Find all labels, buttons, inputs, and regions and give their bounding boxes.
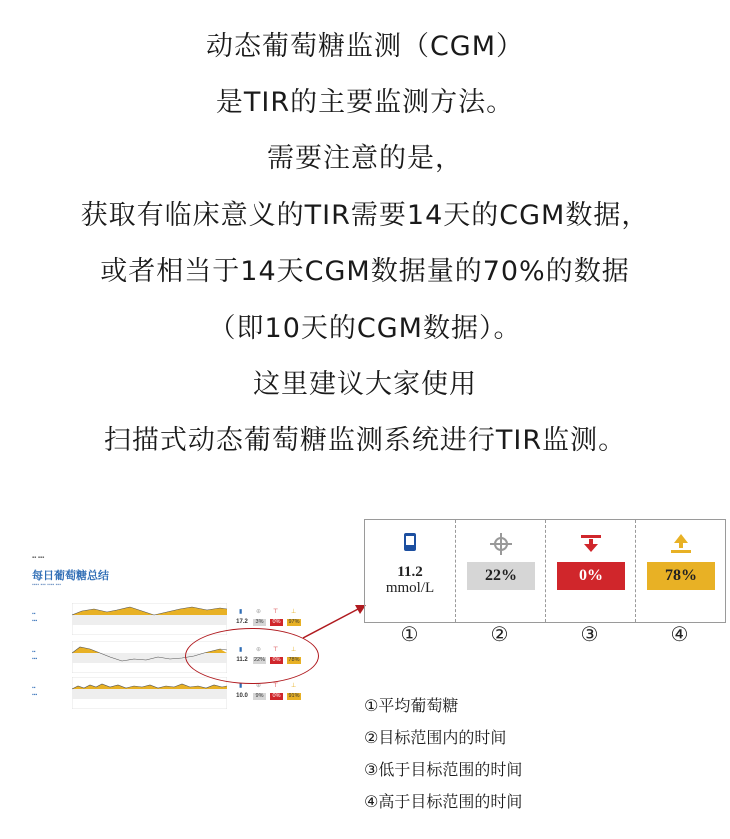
- avg-cell: [365, 520, 455, 622]
- target-icon: ⊕: [256, 609, 262, 615]
- row-label-blurred: ▪▪ ▪▪▪: [32, 611, 38, 624]
- number-3: ③: [580, 622, 599, 646]
- text-line: 是TIR的主要监测方法。: [215, 87, 515, 118]
- legend-item: ②目标范围内的时间: [364, 728, 507, 747]
- row-in-range: 9%: [253, 693, 266, 700]
- target-icon: [489, 532, 513, 556]
- target-icon: ⊕: [256, 683, 262, 689]
- row-in-range: 22%: [253, 657, 265, 663]
- text-line: （即10天的CGM数据）。: [208, 313, 522, 344]
- report-header-blurred: ▪▪ ▪▪▪: [32, 555, 45, 561]
- below-value: 0%: [557, 562, 625, 590]
- glucose-trace: [72, 603, 227, 635]
- row-above: 78%: [288, 657, 300, 663]
- row-label-blurred: ▪▪ ▪▪▪: [32, 649, 38, 662]
- low-arrow-icon: [580, 534, 602, 554]
- column-numbers: [364, 622, 726, 646]
- legend: [364, 690, 522, 818]
- avg-unit: mmol/L: [385, 580, 435, 596]
- low-arrow-icon: ⊤: [273, 683, 279, 689]
- text-line: 动态葡萄糖监测（CGM）: [205, 31, 525, 62]
- row-label-blurred: ▪▪ ▪▪▪: [32, 685, 38, 698]
- detail-table: [364, 519, 726, 623]
- high-arrow-icon: ⊥: [291, 609, 297, 615]
- above-value: 78%: [647, 562, 715, 590]
- legend-item: ③低于目标范围的时间: [364, 760, 523, 779]
- low-arrow-icon: ⊤: [273, 647, 279, 653]
- above-cell: [635, 520, 726, 622]
- sensor-icon: ▮: [239, 683, 243, 689]
- row-in-range: 3%: [253, 619, 266, 626]
- report-date-blurred: ▪▪▪▪ ▪▪▪ ▪▪▪▪ ▪▪▪: [32, 582, 61, 588]
- row-avg: 17.2: [236, 619, 248, 625]
- row-below: 0%: [270, 657, 283, 664]
- high-arrow-icon: [670, 532, 692, 554]
- number-4: ④: [670, 622, 689, 646]
- text-line: 或者相当于14天CGM数据量的70%的数据: [100, 256, 630, 287]
- below-cell: [545, 520, 636, 622]
- sensor-icon: ▮: [239, 609, 243, 615]
- text-line: 这里建议大家使用: [253, 369, 477, 400]
- number-2: ②: [490, 622, 509, 646]
- report-title: 每日葡萄糖总结: [32, 570, 109, 582]
- high-arrow-icon: ⊥: [291, 647, 297, 653]
- pointer-arrow: [300, 596, 370, 642]
- sensor-icon: ▮: [239, 647, 243, 653]
- high-arrow-icon: ⊥: [291, 683, 297, 689]
- in-range-cell: [455, 520, 546, 622]
- text-line: 扫描式动态葡萄糖监测系统进行TIR监测。: [103, 425, 627, 456]
- in-range-value: 22%: [467, 562, 535, 590]
- avg-value: 11.2: [397, 564, 423, 580]
- target-icon: ⊕: [256, 647, 262, 653]
- legend-item: ④高于目标范围的时间: [364, 792, 523, 811]
- number-1: ①: [400, 622, 419, 646]
- row-below: 0%: [270, 693, 283, 700]
- row-avg: 11.2: [236, 657, 248, 663]
- row-below: 0%: [270, 619, 283, 626]
- text-line: 需要注意的是，: [267, 143, 463, 174]
- glucose-trace: [72, 677, 227, 709]
- sensor-icon: [403, 532, 417, 552]
- highlight-ellipse: [185, 628, 319, 684]
- legend-item: ①平均葡萄糖: [364, 696, 459, 715]
- row-above: 91%: [288, 693, 300, 699]
- row-above: 97%: [288, 619, 300, 625]
- text-line: 获取有临床意义的TIR需要14天的CGM数据，: [80, 200, 650, 231]
- row-avg: 10.0: [236, 693, 248, 699]
- low-arrow-icon: ⊤: [273, 609, 279, 615]
